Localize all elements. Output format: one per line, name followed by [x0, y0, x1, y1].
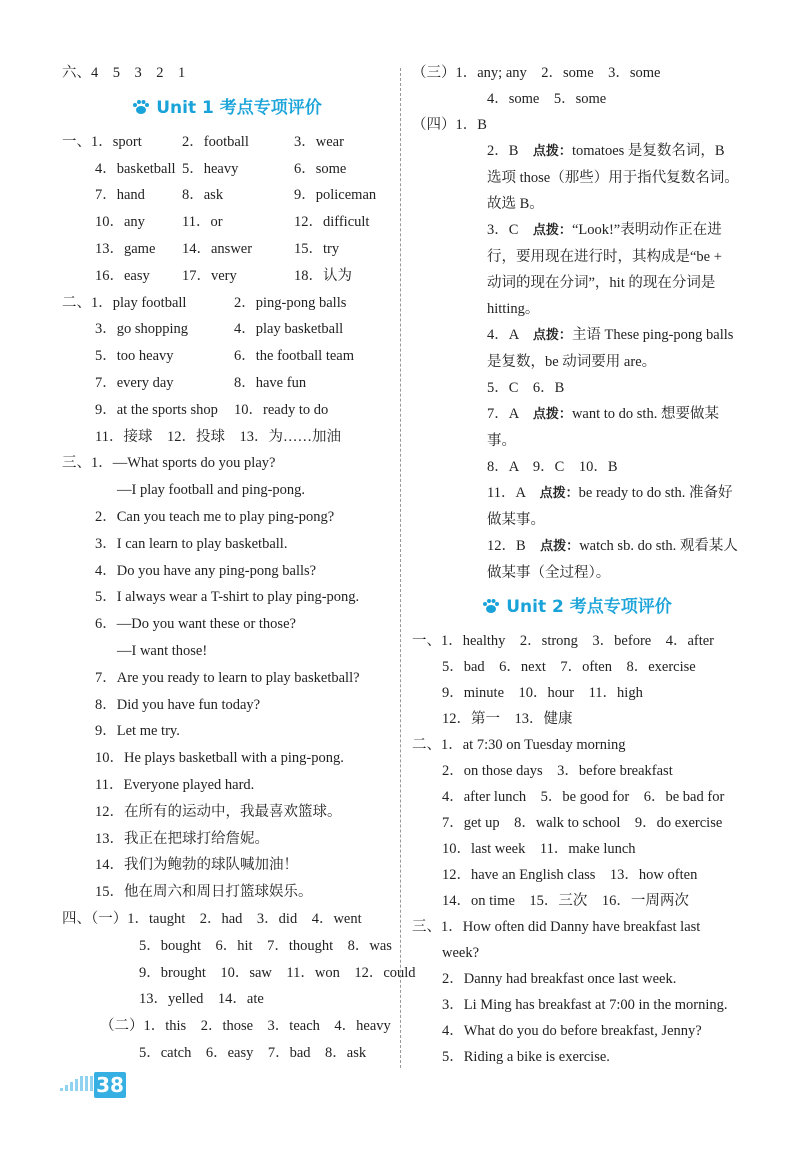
vocab-row: [62, 129, 392, 156]
u2-phrase-line: 12．have an English class 13．how often: [442, 867, 698, 883]
column-divider: [400, 68, 401, 1068]
answer-3: [412, 217, 742, 322]
answer-11: [412, 480, 742, 533]
phrase-cell: 6．the football team: [234, 348, 354, 365]
phrase-cell: 8．have fun: [234, 374, 307, 391]
unit2-title: Unit 2 考点专项评价: [506, 597, 672, 617]
vocab-cell: 5．heavy: [182, 160, 239, 177]
sentence-line: —I want those!: [117, 642, 208, 659]
unit1-section-3: [62, 450, 392, 906]
unit2-section-2: [412, 732, 742, 914]
answer-7: [412, 401, 742, 454]
phrase-row: [62, 424, 392, 451]
phrase-cell: 2．ping-pong balls: [234, 294, 347, 311]
answer-12-num: 12．B: [487, 538, 526, 554]
part4-head: （四）1．B: [412, 117, 487, 133]
u2-sentence-line: 5．Riding a bike is exercise.: [442, 1049, 610, 1065]
vocab-cell: 18．认为: [294, 267, 352, 284]
unit1-section-2: [62, 290, 392, 451]
answer-4: [412, 322, 742, 375]
u2-phrase-line: 7．get up 8．walk to school 9．do exercise: [442, 815, 723, 831]
phrase-cell: 10．ready to do: [234, 401, 329, 418]
answer-4-num: 4．A: [487, 327, 519, 343]
sentence-line: 11．Everyone played hard.: [95, 776, 255, 793]
answer-4-text: 主语 These ping-pong balls 是复数，be 动词要用 are。: [487, 327, 734, 370]
u2-phrase-line: 14．on time 15．三次 16．一周两次: [442, 893, 689, 909]
sentence-line: 14．我们为鲍勃的球队喊加油！: [95, 857, 298, 874]
u2-phrase-line: 10．last week 11．make lunch: [442, 841, 636, 857]
sentence-line: 2．Can you teach me to play ping-pong?: [95, 508, 335, 525]
phrase-row: [62, 397, 392, 424]
phrase-cell: 7．every day: [95, 374, 174, 391]
unit1-heading: [62, 87, 392, 129]
answer-5-6: 5．C 6．B: [487, 380, 565, 396]
sentence-line: 8．Did you have fun today?: [95, 696, 261, 713]
unit1-section-4: [62, 906, 416, 1067]
sentence-line: 9．Let me try.: [95, 723, 180, 740]
sentence-line: 3．I can learn to play basketball.: [95, 535, 288, 552]
vocab-cell: 一、1．sport: [62, 133, 142, 150]
verb-form-line: 5．catch 6．easy 7．bad 8．ask: [139, 1044, 367, 1061]
sentence-line: 7．Are you ready to learn to play basketball?: [95, 669, 360, 686]
phrase-cell: 4．play basketball: [234, 321, 344, 338]
u2-vocab-line: 5．bad 6．next 7．often 8．exercise: [442, 659, 696, 675]
u2-vocab-line: 9．minute 10．hour 11．high: [442, 685, 643, 701]
vocab-cell: 11．or: [182, 214, 223, 231]
sentence-line: —I play football and ping-pong.: [117, 482, 306, 499]
dots-decoration: [58, 1076, 94, 1096]
vocab-row: [62, 182, 392, 209]
vocab-cell: 9．policeman: [294, 187, 377, 204]
right-column: [412, 60, 742, 1070]
sentence-line: 10．He plays basketball with a ping-pong.: [95, 750, 344, 767]
answer-2: [412, 138, 742, 217]
sentence-line: 6．—Do you want these or those?: [95, 616, 296, 633]
sentence-line: 12．在所有的运动中，我最喜欢篮球。: [95, 803, 342, 820]
phrase-row: [62, 370, 392, 397]
u2-phrase-line: 二、1．at 7:30 on Tuesday morning: [412, 737, 626, 753]
answer-12: [412, 533, 742, 586]
answer-4-tip: 点拨：: [532, 328, 572, 343]
vocab-row: [62, 209, 392, 236]
u2-vocab-line: 一、1．healthy 2．strong 3．before 4．after: [412, 633, 715, 649]
u2-sentence-line: 2．Danny had breakfast once last week.: [442, 971, 677, 987]
vocab-cell: 4．basketball: [95, 160, 176, 177]
vocab-row: [62, 236, 392, 263]
sentence-line: 三、1．—What sports do you play?: [62, 455, 276, 472]
u2-phrase-line: 4．after lunch 5．be good for 6．be bad for: [442, 789, 725, 805]
vocab-cell: 12．difficult: [294, 214, 370, 231]
part3-line-2: 4．some 5．some: [487, 91, 607, 107]
u2-sentence-line: 3．Li Ming has breakfast at 7:00 in the morning.: [442, 997, 728, 1013]
vocab-cell: 7．hand: [95, 187, 145, 204]
phrase-row: [62, 290, 392, 317]
answer-3-num: 3．C: [487, 222, 519, 238]
vocab-cell: 3．wear: [294, 133, 344, 150]
answer-2-num: 2．B: [487, 143, 519, 159]
phrase-cell: 11．接球 12．投球 13．为……加油: [95, 428, 341, 445]
section-6-answers: 六、4 5 3 2 1: [62, 65, 186, 81]
vocab-cell: 15．try: [294, 240, 340, 257]
answer-8-10: 8．A 9．C 10．B: [487, 459, 618, 475]
page-number-badge: [58, 1072, 148, 1100]
answer-2-text: tomatoes 是复数名词，B 选项 those（那些）用于指代复数名词。故选 B。: [487, 143, 739, 212]
answer-12-tip: 点拨：: [540, 539, 580, 554]
phrase-row: [62, 316, 392, 343]
phrase-cell: 9．at the sports shop: [95, 401, 218, 418]
u2-phrase-line: 2．on those days 3．before breakfast: [442, 763, 673, 779]
vocab-row: [62, 263, 392, 290]
paw-icon: [482, 598, 500, 614]
answer-3-text: “Look!”表明动作正在进行，要用现在进行时，其构成是“be + 动词的现在分词”，hit 的现在分词是 hitting。: [487, 222, 722, 317]
answer-11-num: 11．A: [487, 485, 526, 501]
vocab-cell: 14．answer: [182, 240, 253, 257]
vocab-cell: 17．very: [182, 267, 237, 284]
u2-vocab-line: 12．第一 13．健康: [442, 711, 573, 727]
vocab-row: [62, 156, 392, 183]
vocab-cell: 6．some: [294, 160, 347, 177]
unit1-section-1: [62, 129, 392, 290]
vocab-cell: 10．any: [95, 214, 145, 231]
phrase-row: [62, 343, 392, 370]
verb-form-line: 13．yelled 14．ate: [139, 991, 264, 1008]
part3-line-1: （三）1．any; any 2．some 3．some: [412, 65, 661, 81]
answer-11-tip: 点拨：: [539, 486, 579, 501]
paw-icon: [132, 99, 150, 115]
answer-7-num: 7．A: [487, 406, 519, 422]
unit2-heading: [412, 586, 742, 628]
verb-form-line: （二）1．this 2．those 3．teach 4．heavy: [100, 1018, 391, 1035]
sentence-line: 13．我正在把球打给詹妮。: [95, 830, 269, 847]
answer-2-tip: 点拨：: [532, 144, 572, 159]
verb-form-line: 四、（一）1．taught 2．had 3．did 4．went: [62, 910, 362, 927]
left-column: [62, 60, 416, 1067]
sentence-line: 4．Do you have any ping-pong balls?: [95, 562, 317, 579]
answer-12-text: watch sb. do sth. 观看某人做某事（全过程）。: [487, 538, 738, 581]
verb-form-line: 5．bought 6．hit 7．thought 8．was: [139, 937, 392, 954]
phrase-cell: 5．too heavy: [95, 348, 174, 365]
u2-sentence-line: 三、1．How often did Danny have breakfast last: [412, 919, 701, 935]
vocab-cell: 13．game: [95, 240, 156, 257]
phrase-cell: 二、1．play football: [62, 294, 187, 311]
page-number: 38: [94, 1072, 126, 1098]
vocab-cell: 2．football: [182, 133, 249, 150]
vocab-cell: 16．easy: [95, 267, 150, 284]
verb-form-line: 9．brought 10．saw 11．won 12．could: [139, 964, 416, 981]
unit2-section-1: [412, 628, 742, 732]
answer-7-text: want to do sth. 想要做某事。: [487, 406, 719, 449]
unit1-title: Unit 1 考点专项评价: [156, 97, 322, 118]
answer-3-tip: 点拨：: [532, 223, 572, 238]
sentence-line: 15．他在周六和周日打篮球娱乐。: [95, 884, 313, 901]
phrase-cell: 3．go shopping: [95, 321, 189, 338]
vocab-cell: 8．ask: [182, 187, 224, 204]
u2-sentence-line: week?: [442, 945, 480, 961]
answer-7-tip: 点拨：: [532, 407, 572, 422]
unit2-section-3: [412, 914, 742, 1070]
sentence-line: 5．I always wear a T-shirt to play ping-pong.: [95, 589, 360, 606]
u2-sentence-line: 4．What do you do before breakfast, Jenny?: [442, 1023, 702, 1039]
answer-11-text: be ready to do sth. 准备好做某事。: [487, 485, 733, 528]
